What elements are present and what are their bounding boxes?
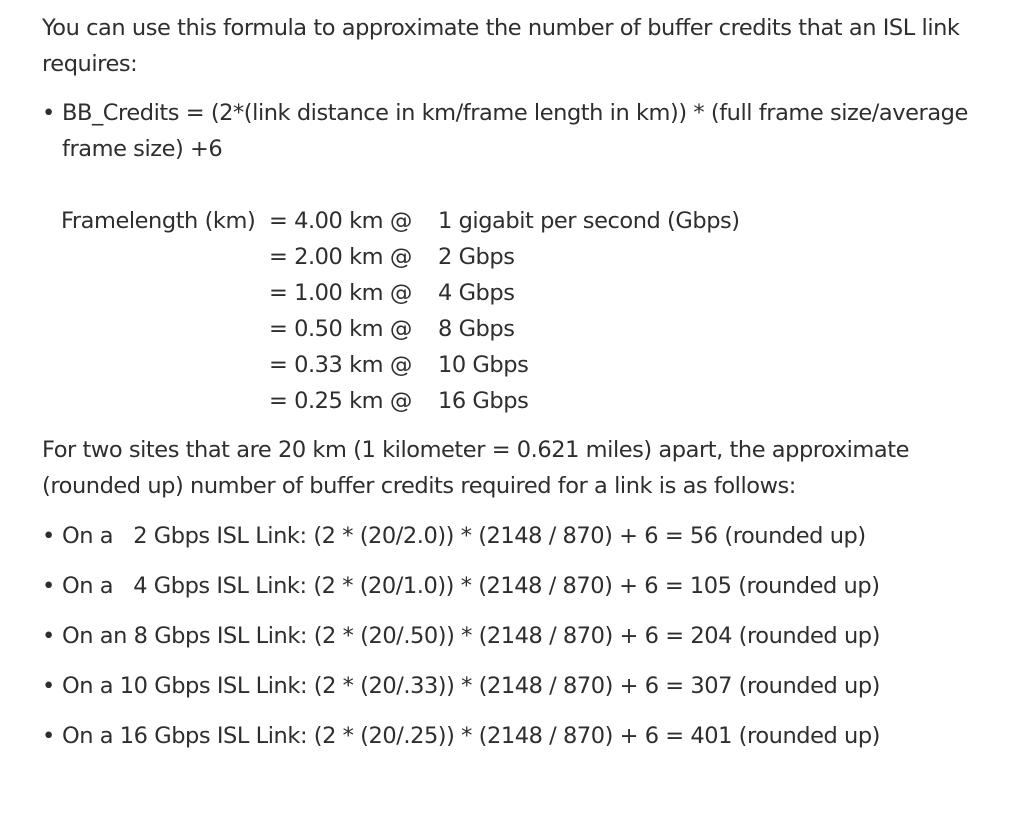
intro-paragraph: You can use this formula to approximate the number of buffer credits that an ISL link requires: bbox=[42, 15, 960, 77]
framelength-speed: 1 gigabit per second (Gbps) bbox=[438, 208, 740, 234]
framelength-row bbox=[61, 239, 740, 275]
framelength-speed: 4 Gbps bbox=[438, 280, 515, 306]
bullet-dot: • bbox=[42, 623, 55, 649]
calculation-text: On a 10 Gbps ISL Link: (2 * (20/.33)) * (2148 / 870) + 6 = 307 (rounded up) bbox=[62, 673, 880, 699]
calculation-text: On a 2 Gbps ISL Link: (2 * (20/2.0)) * (2148 / 870) + 6 = 56 (rounded up) bbox=[62, 523, 866, 549]
list-item bbox=[42, 668, 880, 718]
list-item bbox=[42, 718, 880, 768]
bullet-dot: • bbox=[42, 100, 55, 126]
list-item bbox=[42, 618, 880, 668]
framelength-row bbox=[61, 383, 740, 419]
framelength-value: = 1.00 km @ bbox=[269, 280, 412, 306]
framelength-label: Framelength (km) bbox=[61, 208, 256, 234]
example-paragraph: For two sites that are 20 km (1 kilometer = 0.621 miles) apart, the approximate (rounded up) number of buffer credits required for a link is as follows: bbox=[42, 437, 909, 499]
bullet-dot: • bbox=[42, 723, 55, 749]
framelength-table bbox=[61, 203, 740, 419]
calculation-text: On a 16 Gbps ISL Link: (2 * (20/.25)) * (2148 / 870) + 6 = 401 (rounded up) bbox=[62, 723, 880, 749]
framelength-value: = 4.00 km @ bbox=[269, 208, 412, 234]
framelength-speed: 8 Gbps bbox=[438, 316, 515, 342]
list-item bbox=[42, 568, 880, 618]
formula-text: BB_Credits = (2*(link distance in km/frame length in km)) * (full frame size/average frame size) +6 bbox=[62, 100, 968, 162]
framelength-speed: 16 Gbps bbox=[438, 388, 529, 414]
bullet-dot: • bbox=[42, 523, 55, 549]
framelength-value: = 0.50 km @ bbox=[269, 316, 412, 342]
framelength-value: = 0.33 km @ bbox=[269, 352, 412, 378]
framelength-value: = 0.25 km @ bbox=[269, 388, 412, 414]
framelength-speed: 10 Gbps bbox=[438, 352, 529, 378]
bullet-dot: • bbox=[42, 573, 55, 599]
bullet-dot: • bbox=[42, 673, 55, 699]
calculation-list bbox=[42, 518, 880, 768]
list-item bbox=[42, 518, 880, 568]
framelength-value: = 2.00 km @ bbox=[269, 244, 412, 270]
framelength-row bbox=[61, 203, 740, 239]
framelength-row bbox=[61, 311, 740, 347]
formula-bullet bbox=[42, 95, 992, 167]
calculation-text: On an 8 Gbps ISL Link: (2 * (20/.50)) * (2148 / 870) + 6 = 204 (rounded up) bbox=[62, 623, 880, 649]
framelength-speed: 2 Gbps bbox=[438, 244, 515, 270]
framelength-row bbox=[61, 347, 740, 383]
calculation-text: On a 4 Gbps ISL Link: (2 * (20/1.0)) * (2148 / 870) + 6 = 105 (rounded up) bbox=[62, 573, 880, 599]
framelength-row bbox=[61, 275, 740, 311]
